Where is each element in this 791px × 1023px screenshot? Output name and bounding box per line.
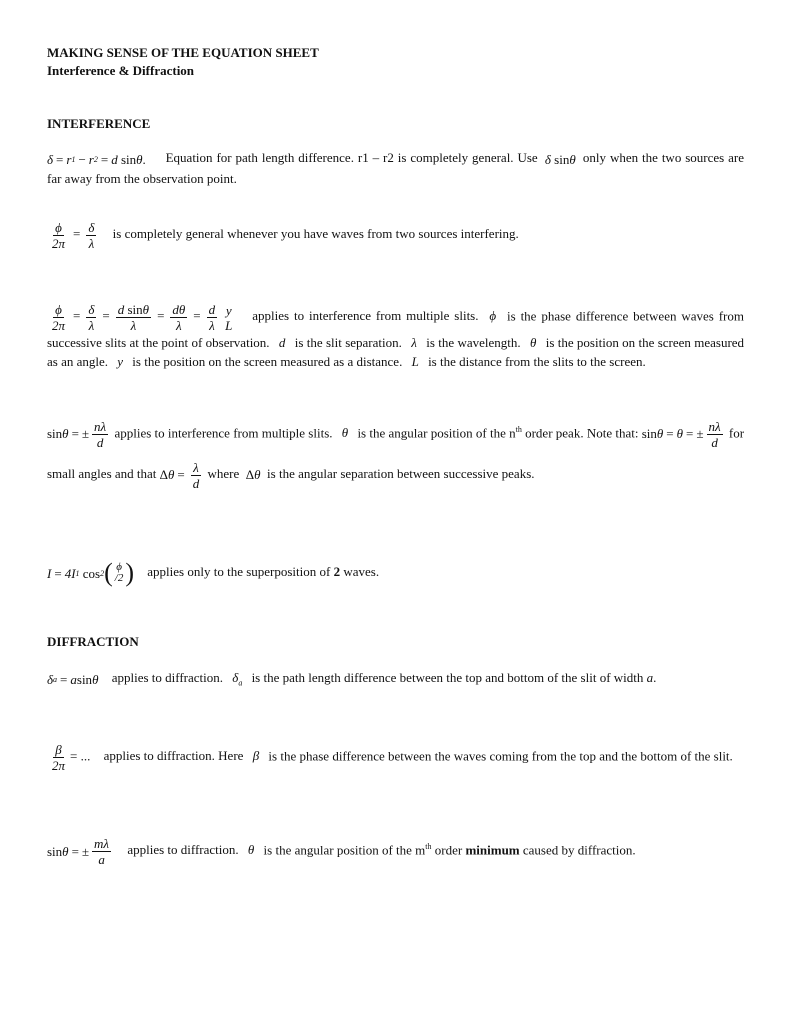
d-description: is the slit separation. <box>294 335 402 350</box>
symbol-L: L <box>411 354 419 369</box>
minimum-description: is the angular position of the m <box>263 842 426 858</box>
slit-width-period: . <box>653 670 657 685</box>
symbol-delta-a: $\delta_a$ <box>232 670 243 688</box>
diffraction-item-path-difference <box>47 668 744 693</box>
fraction-phi-over-2pi-b: $\frac{\phi}{2\pi}$ <box>52 302 66 333</box>
intensity-bold-count: 2 <box>333 564 341 579</box>
minimum-description-b: order <box>434 842 463 858</box>
superscript-th: th <box>515 425 522 434</box>
minimum-description-c: caused by diffraction. <box>522 842 636 858</box>
interference-item-multiple-slits: $\frac{\phi}{2\pi}$ = $\frac{\delta}{\lambda}$ = $\frac{\text{d sinθ}}{\lambda}$ = $\frac{d\theta}{\lambda}$ = $\frac{d}{\lambda}$ y L applies to interference from multiple slits. ϕ is the phase difference between waves from successive slits at the point of observation. d is the slit separation. λ is the wavelength. θ is the position on the screen measured as an angle. y is the position on the screen measured as a distance. L is the distance from the slits to the screen. <box>47 302 745 369</box>
equation-small-angle: sin θ = θ = ± $\frac{n\lambda}{d}$ <box>641 418 721 450</box>
symbol-theta-c: θ <box>247 842 255 858</box>
diffraction-phase-text: applies to diffraction. Here <box>103 748 244 764</box>
minimum-text: applies to diffraction. <box>127 842 239 858</box>
symbol-theta: θ <box>529 335 537 350</box>
diffraction-heading: DIFFRACTION <box>47 634 139 649</box>
lambda-description: is the wavelength. <box>426 335 521 350</box>
intensity-text: applies only to the superposition of <box>147 564 331 579</box>
fraction-dsin-over-lambda: $\frac{\text{d sinθ}}{\lambda}$ <box>117 302 150 333</box>
theta-description: is the position on the screen measured as an angle. <box>47 335 745 369</box>
path-difference-text-b: only when the two sources are far away from the observation point. <box>47 150 745 186</box>
interference-item-intensity <box>47 558 744 588</box>
fraction-beta-over-2pi: $\frac{\beta}{2\pi}$ <box>52 742 66 773</box>
path-difference-text: Equation for path length difference. r1 – r2 is completely general. Use <box>165 150 538 165</box>
intensity-text-b: waves. <box>343 564 380 579</box>
separation-text: is the angular separation between successive peaks. <box>267 466 535 482</box>
diffraction-item-minimum <box>47 836 744 867</box>
document-page <box>47 44 745 867</box>
fraction-y-over-L: y L <box>225 302 233 333</box>
symbol-delta-theta: Δ θ <box>245 467 264 483</box>
symbol-phi: ϕ <box>489 308 497 324</box>
where-text: where <box>207 466 240 482</box>
peaks-theta-description: is the angular position of the n <box>357 425 516 441</box>
interference-item-phase-general: $\frac{\phi}{2\pi}$ = $\frac{\delta}{\lambda}$ is completely general whenever you have waves from two sources interfering. <box>52 220 519 251</box>
document-subtitle: Interference & Diffraction <box>47 63 195 78</box>
beta-ellipsis: = ... <box>70 748 91 764</box>
beta-description: is the phase difference between the waves coming from the top and the bottom of the slit. <box>268 748 733 764</box>
phase-general-text: is completely general whenever you have waves from two sources interfering. <box>112 226 519 242</box>
symbol-theta-b: θ <box>341 425 349 441</box>
small-angle-text: for small angles and that <box>47 425 745 482</box>
equation-delta-a: δ a = a sin θ <box>47 671 99 687</box>
equation-sin-theta-minimum: sin θ = ± $\frac{m\lambda}{a}$ <box>47 836 110 867</box>
symbol-beta: β <box>252 748 260 764</box>
symbol-d: d <box>278 335 286 350</box>
fraction-dtheta-over-lambda: $\frac{d\theta}{\lambda}$ <box>172 302 186 333</box>
superscript-th-b: th <box>425 842 432 852</box>
equation-dsin-theta: δ sin θ <box>541 151 579 167</box>
interference-heading: INTERFERENCE <box>47 116 151 131</box>
peaks-theta-description-b: order peak. Note <box>525 425 613 441</box>
fraction-delta-over-lambda: $\frac{\delta}{\lambda}$ <box>88 220 95 251</box>
that-label: that: <box>615 425 639 441</box>
symbol-y: y <box>117 354 124 369</box>
phi-description: is the phase difference between waves from successive slits at the point of observation. <box>47 308 744 350</box>
peaks-text: applies to interference from multiple slits. <box>114 425 333 441</box>
L-description: is the distance from the slits to the screen. <box>428 354 646 369</box>
equation-intensity: I = 4I 1 cos 2 ( ϕ /2 ) <box>47 558 135 588</box>
multiple-slits-text: applies to interference from multiple slits. <box>252 308 479 324</box>
fraction-d-over-lambda: $\frac{d}{\lambda}$ <box>208 302 216 333</box>
fraction-phi-over-2pi: $\frac{\phi}{2\pi}$ <box>52 220 66 251</box>
y-description: is the position on the screen measured as a distance. <box>132 354 403 369</box>
symbol-lambda: λ <box>411 335 417 350</box>
slit-width-variable: a <box>646 670 654 685</box>
diffraction-item-phase <box>47 742 744 773</box>
equation-path-difference: δ = r 1 − r 2 = d sin θ . <box>47 151 146 167</box>
equation-sin-theta-peaks: sin θ = ± $\frac{n\lambda}{d}$ <box>47 418 107 450</box>
minimum-bold: minimum <box>465 842 520 858</box>
diffraction-path-description: is the path length difference between the top and bottom of the slit of width <box>251 670 644 685</box>
fraction-delta-over-lambda-b: $\frac{\delta}{\lambda}$ <box>88 302 95 333</box>
interference-item-path-difference <box>47 148 744 188</box>
document-title: MAKING SENSE OF THE EQUATION SHEET <box>47 45 319 60</box>
equation-delta-theta: Δ θ = $\frac{\lambda}{d}$ <box>159 459 200 491</box>
diffraction-path-text: applies to diffraction. <box>111 670 224 685</box>
interference-item-peaks <box>47 410 744 495</box>
